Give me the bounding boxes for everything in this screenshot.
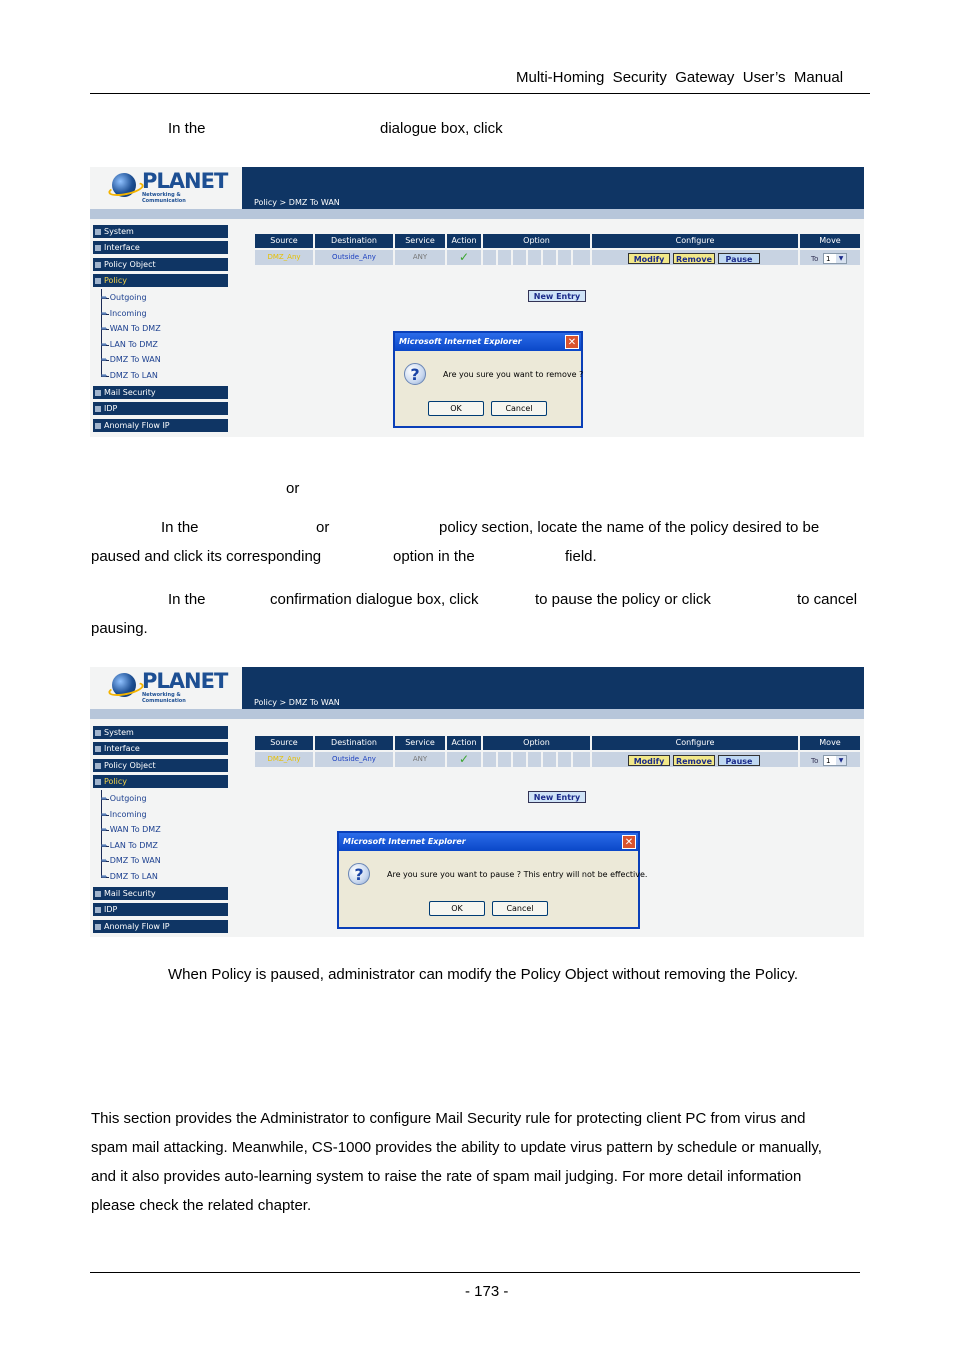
cell-action — [447, 752, 481, 767]
cancel-button[interactable]: Cancel — [491, 401, 547, 416]
chevron-down-icon: ▼ — [836, 254, 846, 263]
p2-line2-b: option in the — [393, 548, 475, 565]
banner-strip — [90, 709, 864, 719]
p3-part-a: In the — [168, 591, 206, 608]
new-entry-button[interactable]: New Entry — [528, 791, 586, 803]
col-option: Option — [483, 736, 590, 750]
cell-destination[interactable]: Outside_Any — [315, 752, 393, 767]
cell-action — [447, 250, 481, 265]
col-configure: Configure — [592, 736, 798, 750]
modify-button[interactable]: Modify — [628, 253, 670, 264]
menu-item-system[interactable]: System — [93, 225, 228, 239]
col-service: Service — [395, 736, 445, 750]
page-number: - 173 - — [465, 1283, 509, 1300]
menu-item-interface[interactable]: Interface — [93, 241, 228, 255]
planet-logo: PLANET Networking & Communication — [112, 669, 222, 705]
submenu-dmz-to-wan[interactable]: ➨ DMZ To WAN — [101, 355, 161, 364]
step-a-tail: dialogue box, click — [380, 120, 503, 137]
p2-line2-c: field. — [565, 548, 597, 565]
cell-service: ANY — [395, 250, 445, 265]
cell-source: DMZ_Any — [255, 250, 313, 265]
banner-strip — [90, 209, 864, 219]
breadcrumb: Policy > DMZ To WAN — [254, 698, 340, 707]
menu-item-system[interactable]: System — [93, 726, 228, 740]
cancel-button[interactable]: Cancel — [492, 901, 548, 916]
question-icon: ? — [348, 863, 370, 885]
p3-part-b: confirmation dialogue box, click — [270, 591, 479, 608]
col-move: Move — [800, 736, 860, 750]
manual-title: Multi-Homing Security Gateway User’s Manual — [516, 69, 844, 86]
remove-button[interactable]: Remove — [673, 755, 715, 766]
ok-button[interactable]: OK — [428, 401, 484, 416]
submenu-incoming[interactable]: ➨ Incoming — [101, 309, 147, 318]
submenu-outgoing[interactable]: ➨ Outgoing — [101, 293, 147, 302]
pause-button[interactable]: Pause — [718, 253, 760, 264]
submenu-lan-to-dmz[interactable]: ➨ LAN To DMZ — [101, 340, 158, 349]
check-icon: ✓ — [458, 250, 470, 264]
menu-item-policy[interactable]: Policy — [93, 274, 228, 288]
p2-part-a: In the — [161, 519, 199, 536]
submenu-incoming[interactable]: ➨ Incoming — [101, 810, 147, 819]
dialog-title: Microsoft Internet Explorer — [339, 833, 638, 851]
submenu-dmz-to-lan[interactable]: ➨ DMZ To LAN — [101, 371, 158, 380]
col-source: Source — [255, 234, 313, 248]
menu-item-policy-object[interactable]: Policy Object — [93, 759, 228, 773]
check-icon: ✓ — [458, 752, 470, 766]
menu-item-mail-security[interactable]: Mail Security — [93, 386, 228, 400]
submenu-dmz-to-lan[interactable]: ➨ DMZ To LAN — [101, 872, 158, 881]
footer-rule — [90, 1272, 860, 1273]
pause-confirm-dialog — [337, 831, 648, 929]
col-destination: Destination — [315, 234, 393, 248]
menu-item-anomaly-flow-ip[interactable]: Anomaly Flow IP — [93, 920, 228, 934]
menu-item-policy-object[interactable]: Policy Object — [93, 258, 228, 272]
section-line-4: please check the related chapter. — [91, 1197, 312, 1214]
p3-part-d: to cancel — [797, 591, 858, 608]
p3-part-c: to pause the policy or click — [535, 591, 711, 608]
remove-button[interactable]: Remove — [673, 253, 715, 264]
submenu-wan-to-dmz[interactable]: ➨ WAN To DMZ — [101, 324, 161, 333]
ok-button[interactable]: OK — [429, 901, 485, 916]
screenshot-remove-dialog — [90, 167, 864, 437]
screenshot-pause-dialog — [90, 667, 864, 937]
dialog-title: Microsoft Internet Explorer — [395, 333, 581, 351]
dialog-message: Are you sure you want to pause ? This entry will not be effective. — [387, 870, 648, 879]
col-action: Action — [447, 234, 481, 248]
col-move: Move — [800, 234, 860, 248]
col-configure: Configure — [592, 234, 798, 248]
breadcrumb: Policy > DMZ To WAN — [254, 198, 340, 207]
cell-source: DMZ_Any — [255, 752, 313, 767]
planet-logo: PLANET Networking & Communication — [112, 169, 222, 205]
p2-line2-a: paused and click its corresponding — [91, 548, 322, 565]
new-entry-button[interactable]: New Entry — [528, 290, 586, 302]
menu-item-idp[interactable]: IDP — [93, 402, 228, 416]
col-source: Source — [255, 736, 313, 750]
chevron-down-icon: ▼ — [836, 756, 846, 765]
or-text: or — [286, 480, 300, 497]
section-line-2: spam mail attacking. Meanwhile, CS-1000 provides the ability to update virus pattern by schedule or manually, — [91, 1139, 822, 1156]
p2-part-c: policy section, locate the name of the policy desired to be — [439, 519, 820, 536]
col-action: Action — [447, 736, 481, 750]
col-destination: Destination — [315, 736, 393, 750]
move-select[interactable]: 1 ▼ — [823, 755, 847, 766]
step-a-text: In the — [168, 120, 206, 137]
submenu-outgoing[interactable]: ➨ Outgoing — [101, 794, 147, 803]
menu-item-mail-security[interactable]: Mail Security — [93, 887, 228, 901]
menu-item-idp[interactable]: IDP — [93, 903, 228, 917]
pause-button[interactable]: Pause — [718, 755, 760, 766]
p2-part-b: or — [316, 519, 330, 536]
modify-button[interactable]: Modify — [628, 755, 670, 766]
submenu-dmz-to-wan[interactable]: ➨ DMZ To WAN — [101, 856, 161, 865]
section-line-3: and it also provides auto-learning system to raise the rate of spam mail judging. For more detail information — [91, 1168, 802, 1185]
dialog-message: Are you sure you want to remove ? — [443, 370, 584, 379]
menu-item-interface[interactable]: Interface — [93, 742, 228, 756]
p3-line2: pausing. — [91, 620, 148, 637]
menu-item-anomaly-flow-ip[interactable]: Anomaly Flow IP — [93, 419, 228, 433]
section-line-1: This section provides the Administrator to configure Mail Security rule for protecting client PC from virus and — [91, 1110, 806, 1127]
submenu-wan-to-dmz[interactable]: ➨ WAN To DMZ — [101, 825, 161, 834]
menu-item-policy[interactable]: Policy — [93, 775, 228, 789]
move-to-label: To — [811, 255, 819, 263]
col-option: Option — [483, 234, 590, 248]
cell-destination[interactable]: Outside_Any — [315, 250, 393, 265]
question-icon: ? — [404, 363, 426, 385]
remove-confirm-dialog — [393, 331, 583, 428]
close-icon[interactable]: ✕ — [622, 835, 636, 849]
col-service: Service — [395, 234, 445, 248]
note-text: When Policy is paused, administrator can modify the Policy Object without removing the Policy. — [168, 966, 798, 983]
cell-service: ANY — [395, 752, 445, 767]
move-to-label: To — [811, 757, 819, 765]
move-select[interactable]: 1 ▼ — [823, 253, 847, 264]
close-icon[interactable]: ✕ — [565, 335, 579, 349]
header-rule — [90, 93, 870, 94]
submenu-lan-to-dmz[interactable]: ➨ LAN To DMZ — [101, 841, 158, 850]
